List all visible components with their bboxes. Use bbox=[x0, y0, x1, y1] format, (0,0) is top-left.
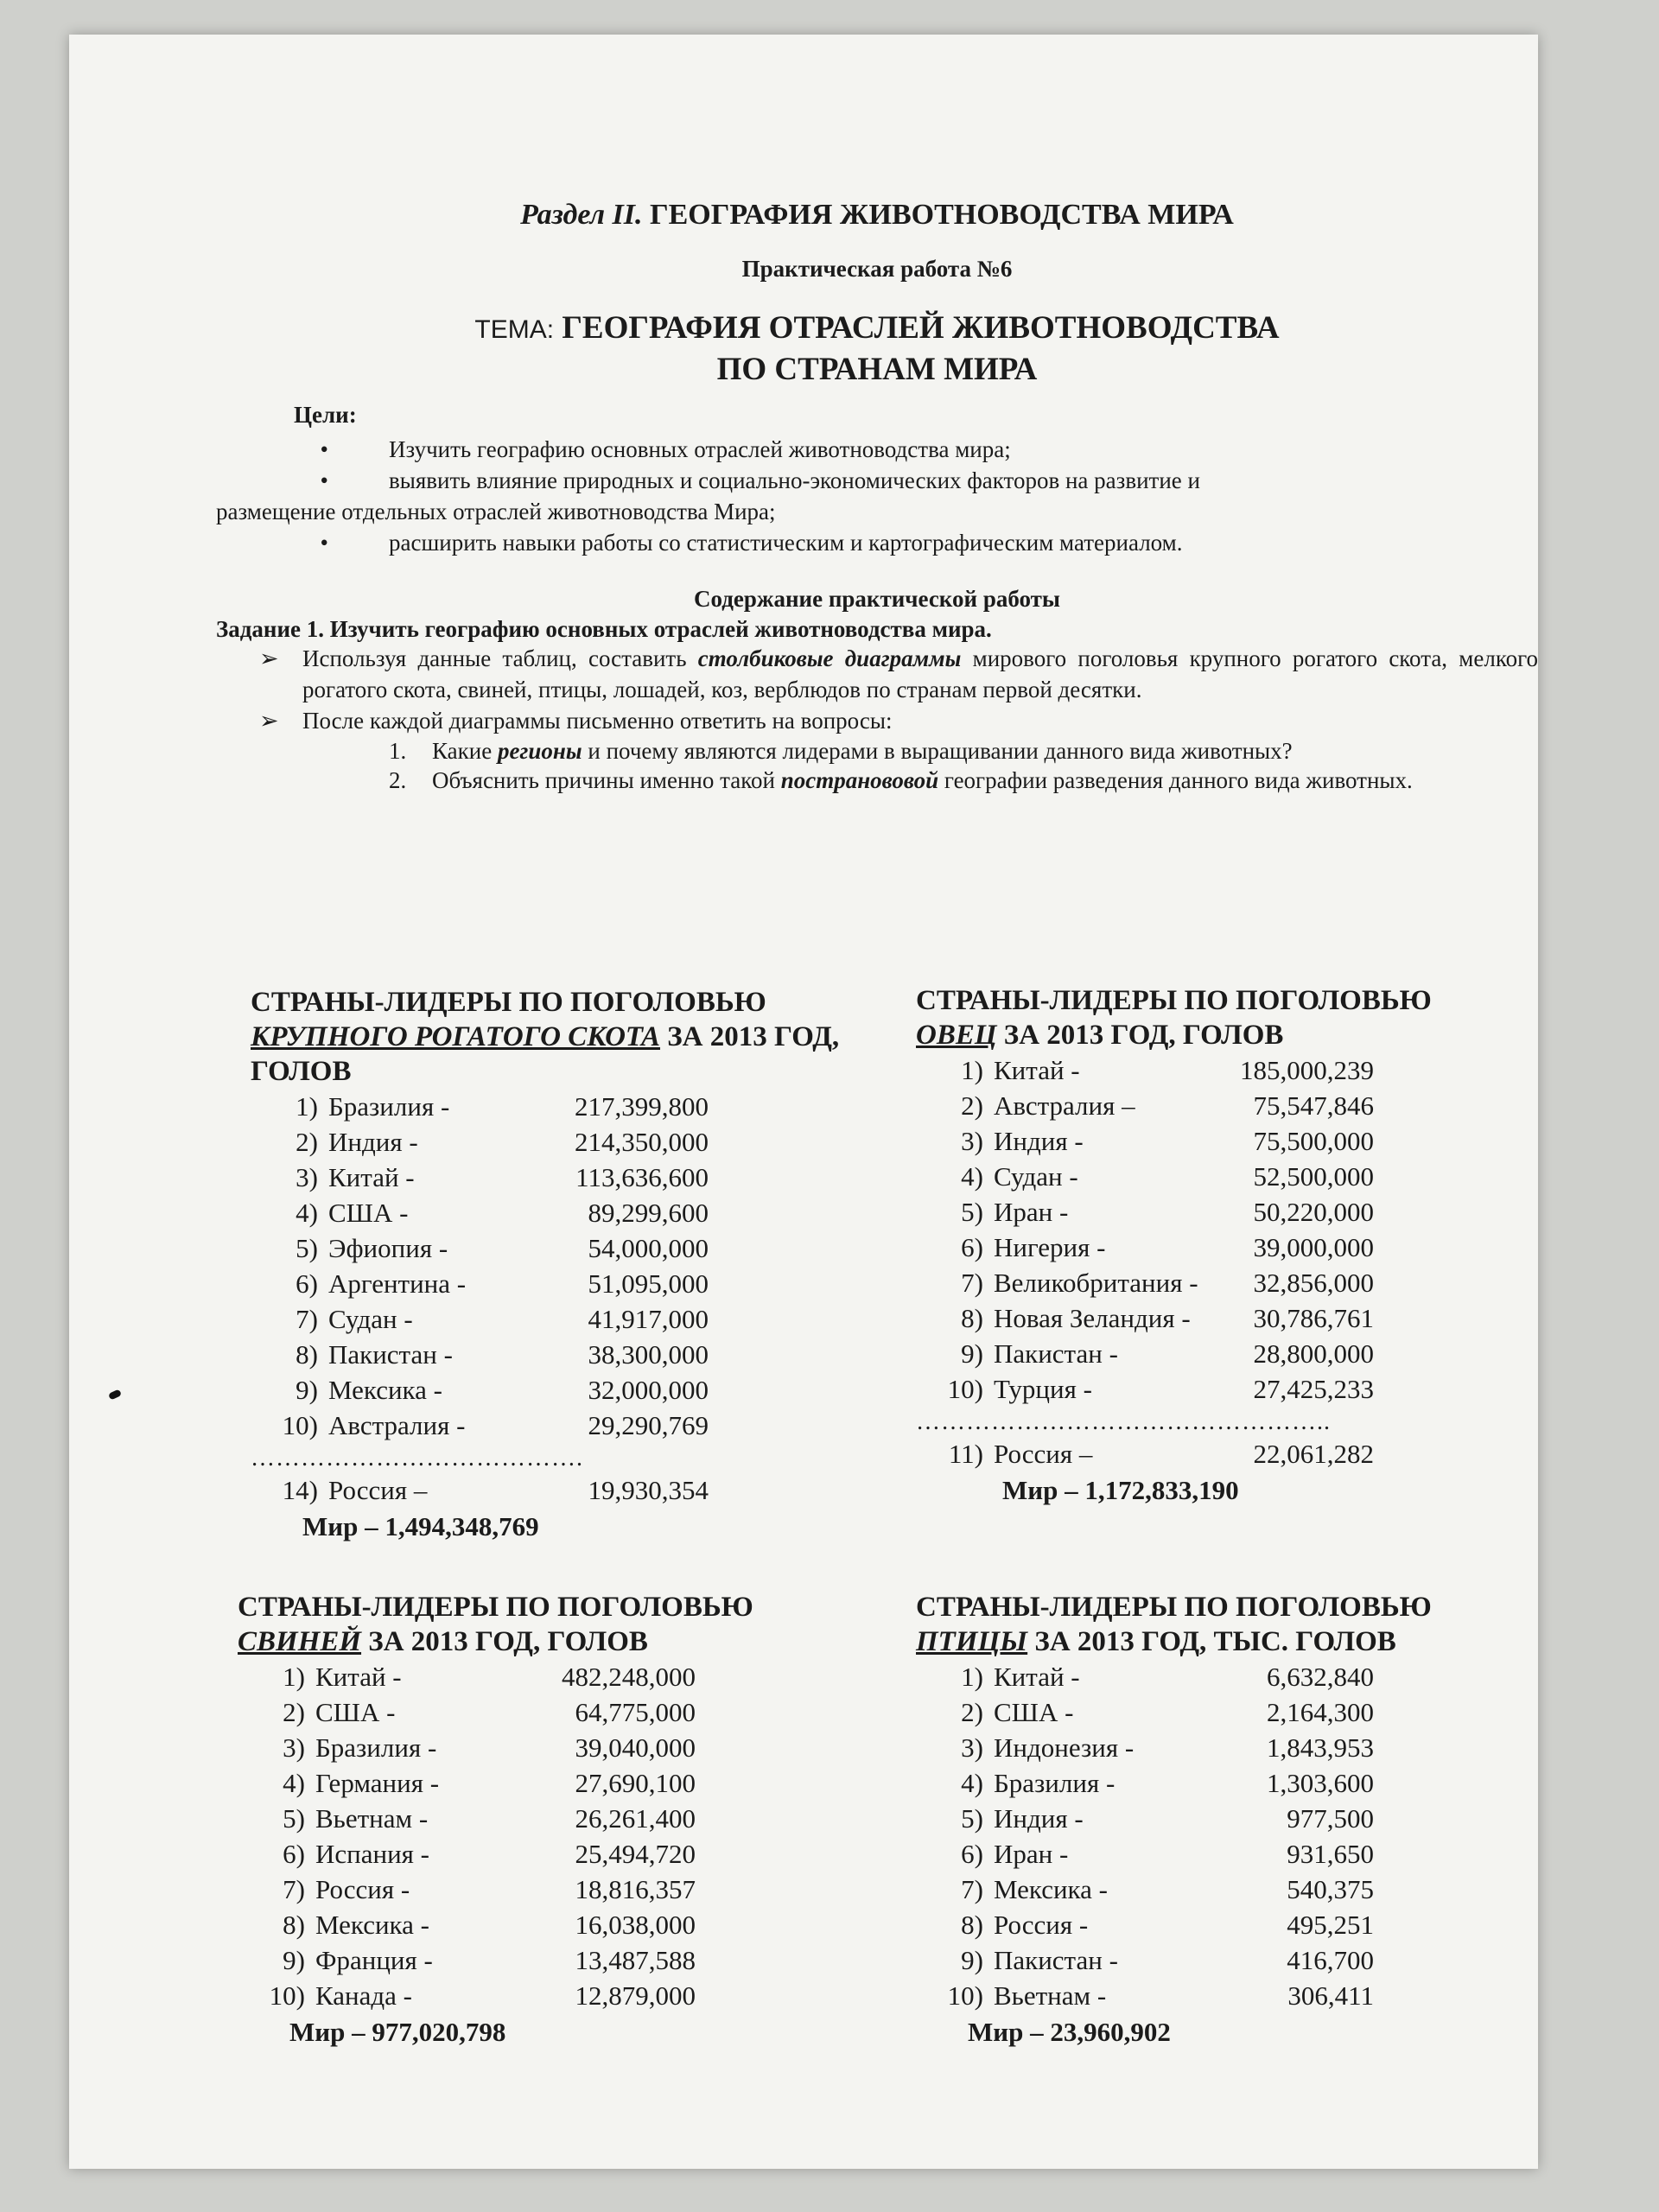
pigs-table bbox=[238, 1590, 842, 2048]
table-row bbox=[916, 1942, 1521, 1978]
row-country: Пакистан - bbox=[328, 1339, 453, 1370]
row-value: 52,500,000 bbox=[1253, 1161, 1374, 1192]
table-row bbox=[251, 1160, 855, 1195]
row-value: 64,775,000 bbox=[575, 1697, 696, 1727]
row-country: Бразилия - bbox=[328, 1091, 450, 1122]
table-row bbox=[916, 1872, 1521, 1907]
row-index: 9) bbox=[296, 1375, 318, 1405]
row-value: 38,300,000 bbox=[588, 1339, 709, 1370]
row-index: 6) bbox=[961, 1232, 983, 1262]
row-index: 14) bbox=[282, 1475, 318, 1505]
table-row bbox=[916, 1659, 1521, 1694]
row-index: 10) bbox=[282, 1410, 318, 1440]
row-value: 29,290,769 bbox=[588, 1410, 709, 1440]
row-index: 6) bbox=[296, 1268, 318, 1299]
practical-work-number: Практическая работа №6 bbox=[741, 256, 1013, 282]
row-country: Эфиопия - bbox=[328, 1233, 448, 1263]
table-row bbox=[238, 1801, 842, 1836]
table-row bbox=[916, 1801, 1521, 1836]
row-country: Индия - bbox=[994, 1126, 1084, 1156]
row-index: 7) bbox=[961, 1874, 983, 1904]
row-country: Германия - bbox=[315, 1768, 440, 1798]
dotted-separator: ………………………………………….. bbox=[916, 1408, 1331, 1435]
table-row bbox=[916, 1694, 1521, 1730]
row-country: Вьетнам - bbox=[994, 1980, 1107, 2011]
table-header: СТРАНЫ-ЛИДЕРЫ ПО ПОГОЛОВЬЮ ПТИЦЫ ЗА 2013 ГОД, ТЫС. ГОЛОВ bbox=[916, 1592, 1432, 1657]
table-row bbox=[251, 1230, 855, 1266]
row-country: Вьетнам - bbox=[315, 1803, 429, 1834]
row-country: Россия - bbox=[315, 1874, 410, 1904]
row-country: Россия - bbox=[994, 1910, 1089, 1940]
table-row bbox=[238, 1907, 842, 1942]
row-value: 217,399,800 bbox=[575, 1091, 709, 1122]
world-total: Мир – 23,960,902 bbox=[968, 2017, 1171, 2047]
table-header: СТРАНЫ-ЛИДЕРЫ ПО ПОГОЛОВЬЮ КРУПНОГО РОГАТОГО СКОТА ЗА 2013 ГОД, ГОЛОВ bbox=[251, 987, 840, 1087]
row-index: 5) bbox=[296, 1233, 318, 1263]
question-2: 2. Объяснить причины именно такой постранововой географии разведения данного вида животных. bbox=[389, 767, 1413, 793]
row-index: 8) bbox=[283, 1910, 305, 1940]
row-index: 3) bbox=[961, 1732, 983, 1763]
row-value: 13,487,588 bbox=[575, 1945, 696, 1975]
row-country: Китай - bbox=[328, 1162, 415, 1192]
table-row bbox=[238, 1730, 842, 1765]
row-country: Иран - bbox=[994, 1197, 1069, 1227]
row-country: Новая Зеландия - bbox=[994, 1303, 1191, 1333]
row-country: Бразилия - bbox=[315, 1732, 437, 1763]
task-1-title: Задание 1. Изучить географию основных отраслей животноводства мира. bbox=[216, 616, 992, 642]
content-title: Содержание практической работы bbox=[694, 586, 1060, 612]
goals-title: Цели: bbox=[294, 402, 357, 428]
row-index: 2) bbox=[961, 1697, 983, 1727]
row-country: Судан - bbox=[994, 1161, 1078, 1192]
row-country: Судан - bbox=[328, 1304, 413, 1334]
row-country: Нигерия - bbox=[994, 1232, 1106, 1262]
row-value: 75,547,846 bbox=[1253, 1090, 1374, 1121]
row-value: 75,500,000 bbox=[1253, 1126, 1374, 1156]
table-row bbox=[916, 1836, 1521, 1872]
row-value: 27,425,233 bbox=[1253, 1374, 1374, 1404]
row-index: 5) bbox=[961, 1197, 983, 1227]
row-index: 1) bbox=[296, 1091, 318, 1122]
row-value: 18,816,357 bbox=[575, 1874, 696, 1904]
arrow-bullet-icon: ➢ bbox=[259, 645, 279, 671]
row-index: 3) bbox=[283, 1732, 305, 1763]
row-value: 1,303,600 bbox=[1267, 1768, 1374, 1798]
row-value: 28,800,000 bbox=[1253, 1338, 1374, 1369]
row-index: 7) bbox=[961, 1268, 983, 1298]
row-index: 1) bbox=[283, 1662, 305, 1692]
step-1: ➢ Используя данные таблиц, составить столбиковые диаграммы мирового поголовья крупного рогатого скота, мелкого рогатого скота, свиней, птицы, лошадей, коз, верблюдов по странам первой десятки. bbox=[259, 643, 1538, 705]
table-row bbox=[238, 1659, 842, 1694]
row-index: 10) bbox=[947, 1374, 983, 1404]
document-content bbox=[216, 199, 1538, 2047]
table-header: СТРАНЫ-ЛИДЕРЫ ПО ПОГОЛОВЬЮ ОВЕЦ ЗА 2013 ГОД, ГОЛОВ bbox=[916, 985, 1432, 1051]
sheep-table bbox=[916, 983, 1521, 1506]
table-row bbox=[916, 1123, 1521, 1159]
world-total: Мир – 1,494,348,769 bbox=[302, 1511, 539, 1541]
table-row bbox=[916, 1978, 1521, 2013]
row-country: Пакистан - bbox=[994, 1945, 1118, 1975]
row-value: 39,040,000 bbox=[575, 1732, 696, 1763]
table-row bbox=[916, 1052, 1521, 1088]
row-value: 185,000,239 bbox=[1240, 1055, 1374, 1085]
table-row bbox=[916, 1300, 1521, 1336]
row-value: 482,248,000 bbox=[562, 1662, 696, 1692]
table-row bbox=[251, 1266, 855, 1301]
poultry-table bbox=[916, 1590, 1521, 2048]
row-value: 931,650 bbox=[1287, 1839, 1374, 1869]
row-value: 32,000,000 bbox=[588, 1375, 709, 1405]
russia-row bbox=[916, 1436, 1521, 1471]
section-title: Раздел II. ГЕОГРАФИЯ ЖИВОТНОВОДСТВА МИРА bbox=[520, 199, 1234, 231]
row-index: 2) bbox=[283, 1697, 305, 1727]
row-value: 540,375 bbox=[1287, 1874, 1374, 1904]
row-index: 4) bbox=[296, 1198, 318, 1228]
table-row bbox=[916, 1907, 1521, 1942]
dotted-separator: …………………………………. bbox=[251, 1445, 583, 1471]
row-index: 10) bbox=[269, 1980, 305, 2011]
row-country: Мексика - bbox=[315, 1910, 429, 1940]
table-row bbox=[238, 1765, 842, 1801]
row-index: 2) bbox=[961, 1090, 983, 1121]
row-country: Великобритания - bbox=[994, 1268, 1198, 1298]
topic-title: ТЕМА: ГЕОГРАФИЯ ОТРАСЛЕЙ ЖИВОТНОВОДСТВА ПО СТРАНАМ МИРА bbox=[474, 310, 1280, 387]
row-country: Испания - bbox=[315, 1839, 430, 1869]
table-row bbox=[916, 1765, 1521, 1801]
row-index: 8) bbox=[961, 1303, 983, 1333]
table-row bbox=[251, 1301, 855, 1337]
table-row bbox=[916, 1194, 1521, 1230]
row-country: Китай - bbox=[994, 1662, 1080, 1692]
row-value: 89,299,600 bbox=[588, 1198, 709, 1228]
row-index: 3) bbox=[961, 1126, 983, 1156]
goal-item: • выявить влияние природных и социально-экономических факторов на развитие и bbox=[320, 467, 1200, 493]
pen-mark bbox=[108, 1389, 122, 1400]
row-value: 2,164,300 bbox=[1267, 1697, 1374, 1727]
table-row bbox=[916, 1230, 1521, 1265]
cattle-table bbox=[251, 985, 855, 1542]
table-row bbox=[916, 1730, 1521, 1765]
table-row bbox=[238, 1942, 842, 1978]
row-index: 4) bbox=[961, 1161, 983, 1192]
table-row bbox=[251, 1337, 855, 1372]
row-value: 25,494,720 bbox=[575, 1839, 696, 1869]
row-country: Канада - bbox=[315, 1980, 412, 2011]
row-value: 39,000,000 bbox=[1253, 1232, 1374, 1262]
row-value: 6,632,840 bbox=[1267, 1662, 1374, 1692]
step-2: ➢ После каждой диаграммы письменно ответить на вопросы: bbox=[259, 705, 1538, 736]
paper-sheet bbox=[69, 35, 1538, 2169]
table-row bbox=[238, 1836, 842, 1872]
row-value: 977,500 bbox=[1287, 1803, 1374, 1834]
table-row bbox=[251, 1408, 855, 1443]
row-value: 54,000,000 bbox=[588, 1233, 709, 1263]
row-country: Китай - bbox=[994, 1055, 1080, 1085]
table-row bbox=[251, 1089, 855, 1124]
table-row bbox=[238, 1872, 842, 1907]
row-country: Иран - bbox=[994, 1839, 1069, 1869]
row-value: 41,917,000 bbox=[588, 1304, 709, 1334]
row-country: Аргентина - bbox=[328, 1268, 467, 1299]
row-country: Турция - bbox=[994, 1374, 1092, 1404]
row-country: Бразилия - bbox=[994, 1768, 1116, 1798]
row-country: США - bbox=[315, 1697, 396, 1727]
row-index: 11) bbox=[948, 1439, 983, 1469]
row-value: 19,930,354 bbox=[588, 1475, 709, 1505]
row-country: США - bbox=[994, 1697, 1074, 1727]
row-country: Австралия - bbox=[328, 1410, 466, 1440]
table-row bbox=[916, 1371, 1521, 1407]
russia-row bbox=[251, 1472, 855, 1508]
row-country: Австралия – bbox=[994, 1090, 1135, 1121]
arrow-bullet-icon: ➢ bbox=[259, 708, 279, 734]
row-index: 6) bbox=[283, 1839, 305, 1869]
row-value: 32,856,000 bbox=[1253, 1268, 1374, 1298]
row-country: Франция - bbox=[315, 1945, 433, 1975]
row-country: Индия - bbox=[328, 1127, 418, 1157]
row-index: 1) bbox=[961, 1055, 983, 1085]
goal-item-continuation: размещение отдельных отраслей животноводства Мира; bbox=[216, 499, 776, 524]
row-index: 6) bbox=[961, 1839, 983, 1869]
row-value: 113,636,600 bbox=[575, 1162, 709, 1192]
row-value: 214,350,000 bbox=[575, 1127, 709, 1157]
row-index: 9) bbox=[283, 1945, 305, 1975]
row-value: 416,700 bbox=[1287, 1945, 1374, 1975]
row-index: 8) bbox=[296, 1339, 318, 1370]
row-index: 7) bbox=[283, 1874, 305, 1904]
row-value: 1,843,953 bbox=[1267, 1732, 1374, 1763]
row-index: 2) bbox=[296, 1127, 318, 1157]
goal-item: • расширить навыки работы со статистическим и картографическим материалом. bbox=[320, 530, 1183, 556]
table-row bbox=[251, 1372, 855, 1408]
row-value: 30,786,761 bbox=[1253, 1303, 1374, 1333]
row-index: 3) bbox=[296, 1162, 318, 1192]
row-country: Пакистан - bbox=[994, 1338, 1118, 1369]
row-value: 16,038,000 bbox=[575, 1910, 696, 1940]
row-value: 27,690,100 bbox=[575, 1768, 696, 1798]
question-1: 1. Какие регионы и почему являются лидерами в выращивании данного вида животных? bbox=[389, 738, 1293, 764]
row-index: 9) bbox=[961, 1945, 983, 1975]
row-country: Индия - bbox=[994, 1803, 1084, 1834]
tables-area bbox=[216, 985, 1538, 2108]
world-total: Мир – 1,172,833,190 bbox=[1002, 1475, 1239, 1505]
row-country: Россия – bbox=[328, 1475, 428, 1505]
row-index: 7) bbox=[296, 1304, 318, 1334]
row-country: Индонезия - bbox=[994, 1732, 1135, 1763]
table-row bbox=[916, 1088, 1521, 1123]
row-index: 4) bbox=[961, 1768, 983, 1798]
row-index: 4) bbox=[283, 1768, 305, 1798]
goal-item: • Изучить географию основных отраслей животноводства мира; bbox=[320, 436, 1011, 462]
world-total: Мир – 977,020,798 bbox=[289, 2017, 506, 2047]
row-index: 5) bbox=[961, 1803, 983, 1834]
table-header: СТРАНЫ-ЛИДЕРЫ ПО ПОГОЛОВЬЮ СВИНЕЙ ЗА 2013 ГОД, ГОЛОВ bbox=[238, 1592, 753, 1657]
row-value: 22,061,282 bbox=[1253, 1439, 1374, 1469]
table-row bbox=[238, 1694, 842, 1730]
row-index: 9) bbox=[961, 1338, 983, 1369]
table-row bbox=[238, 1978, 842, 2013]
row-country: Мексика - bbox=[994, 1874, 1108, 1904]
row-value: 495,251 bbox=[1287, 1910, 1374, 1940]
row-value: 51,095,000 bbox=[588, 1268, 709, 1299]
row-index: 10) bbox=[947, 1980, 983, 2011]
row-country: Мексика - bbox=[328, 1375, 442, 1405]
row-value: 306,411 bbox=[1287, 1980, 1374, 2011]
row-country: Китай - bbox=[315, 1662, 402, 1692]
row-value: 50,220,000 bbox=[1253, 1197, 1374, 1227]
table-row bbox=[916, 1159, 1521, 1194]
row-index: 1) bbox=[961, 1662, 983, 1692]
row-value: 26,261,400 bbox=[575, 1803, 696, 1834]
row-country: США - bbox=[328, 1198, 409, 1228]
table-row bbox=[916, 1336, 1521, 1371]
row-value: 12,879,000 bbox=[575, 1980, 696, 2011]
row-country: Россия – bbox=[994, 1439, 1093, 1469]
row-index: 8) bbox=[961, 1910, 983, 1940]
table-row bbox=[251, 1124, 855, 1160]
table-row bbox=[251, 1195, 855, 1230]
row-index: 5) bbox=[283, 1803, 305, 1834]
table-row bbox=[916, 1265, 1521, 1300]
